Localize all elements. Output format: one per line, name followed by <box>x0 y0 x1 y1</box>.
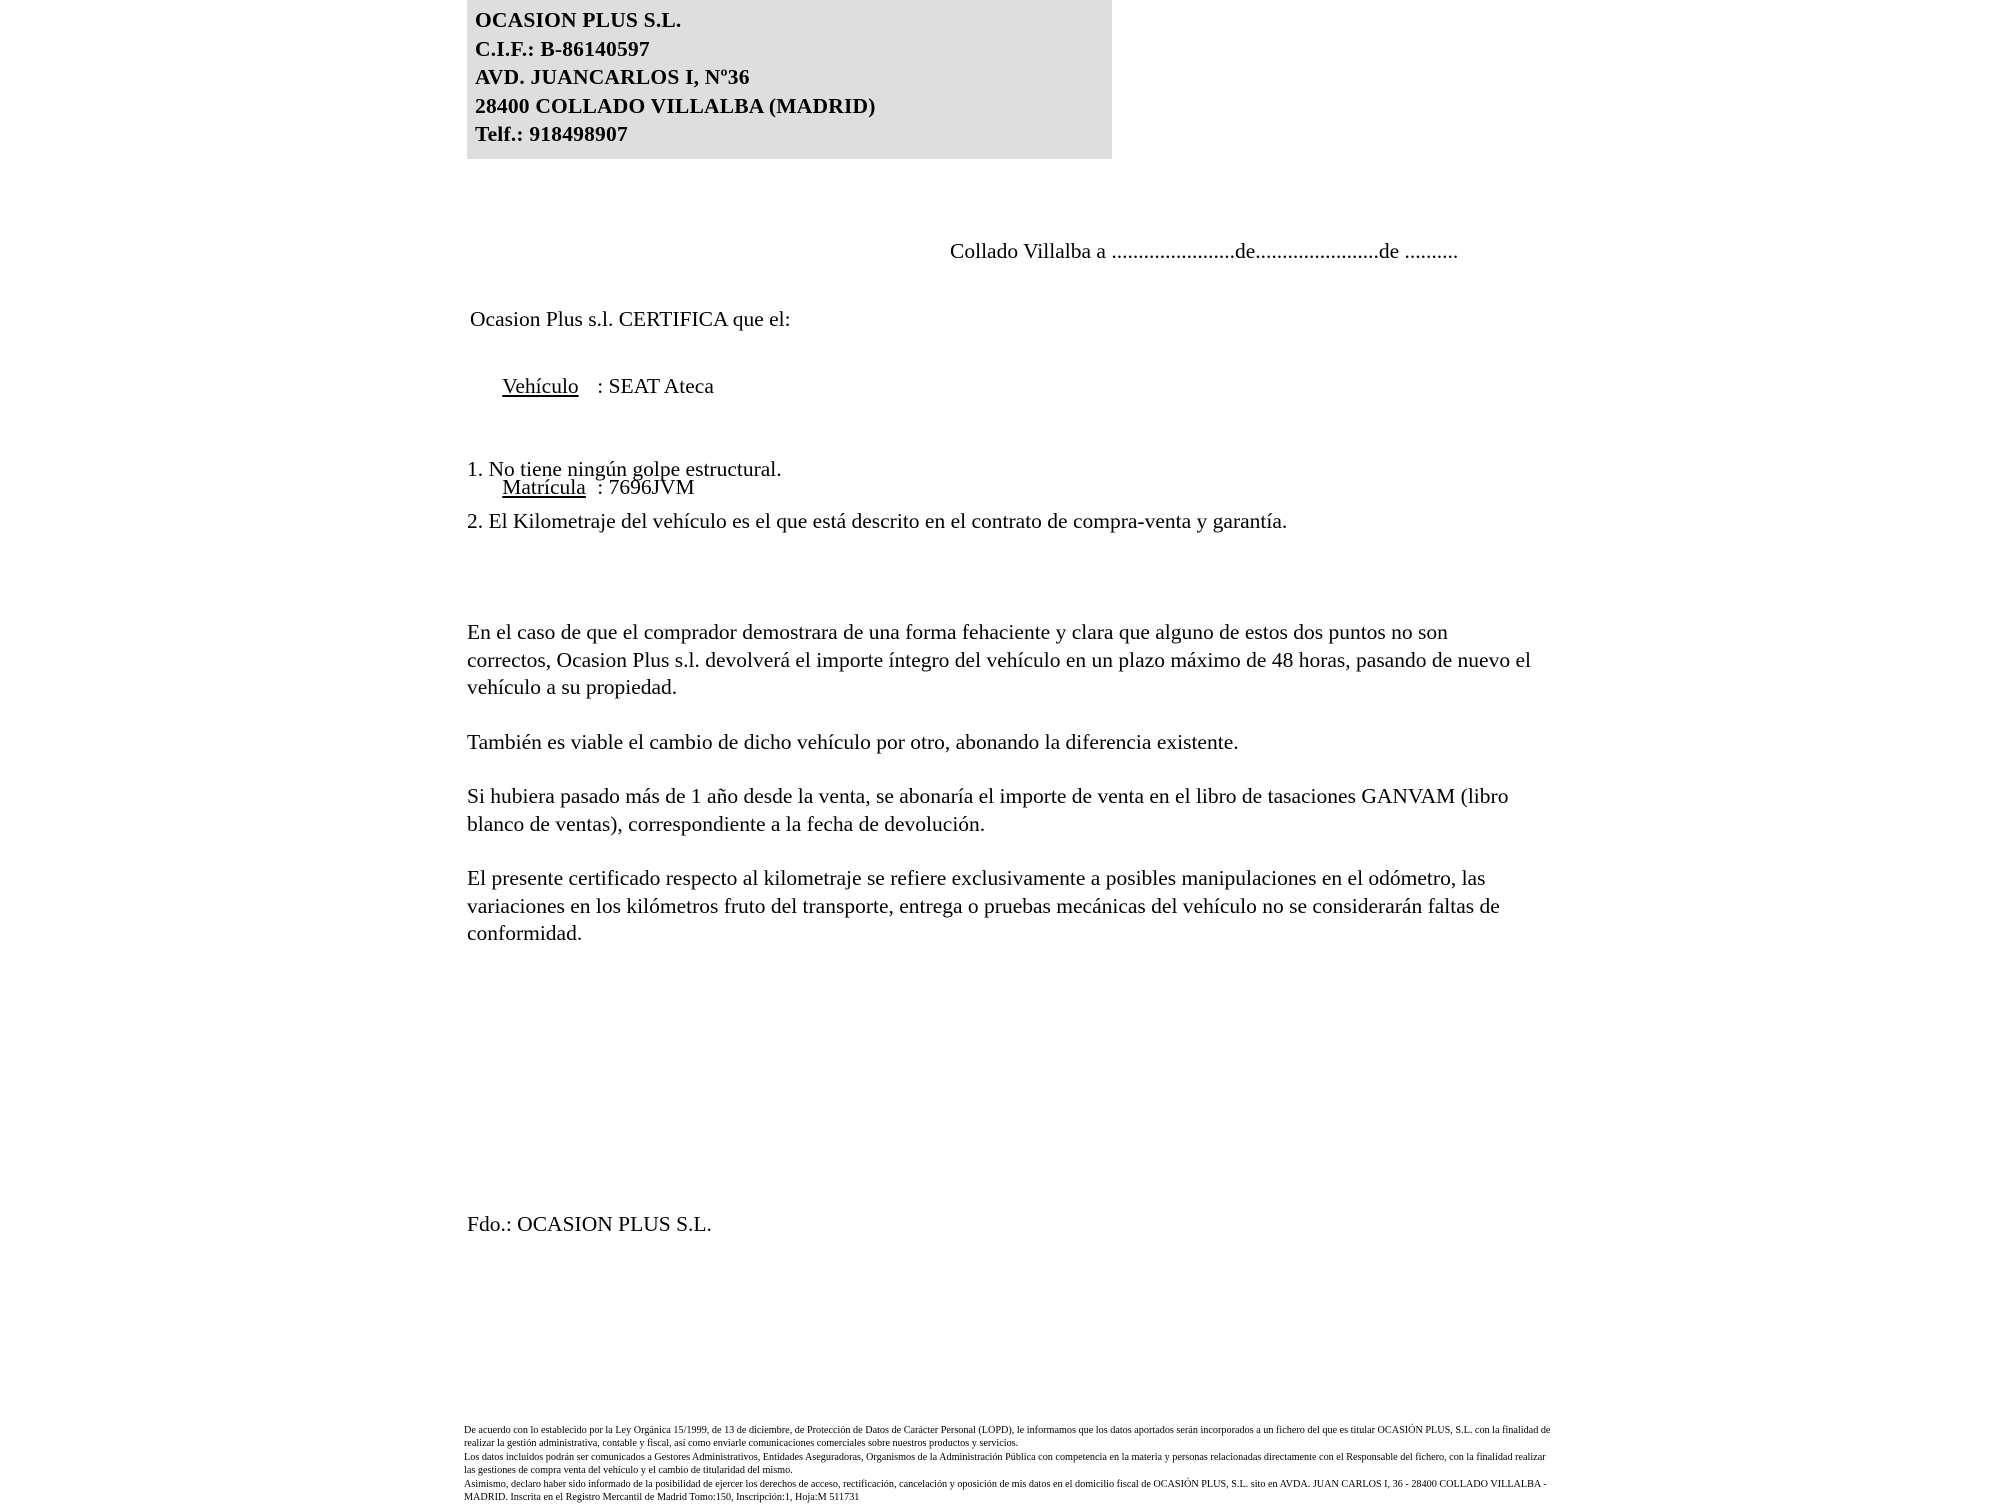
legal-footer <box>464 1425 1554 1507</box>
company-city: 28400 COLLADO VILLALBA (MADRID) <box>475 93 876 118</box>
signature-line: Fdo.: OCASION PLUS S.L. <box>467 1212 712 1236</box>
paragraph: El presente certificado respecto al kilometraje se refiere exclusivamente a posibles manipulaciones en el odómetro, las variaciones en los kilómetros fruto del transporte, entrega o pruebas mecánicas del vehículo no se considerarán faltas de conformidad. <box>467 866 1500 945</box>
letterhead-block <box>467 0 1112 159</box>
vehicle-value: : SEAT Ateca <box>597 374 714 398</box>
plate-value: : 7696JVM <box>597 474 695 499</box>
company-phone: Telf.: 918498907 <box>475 122 628 146</box>
company-cif: C.I.F.: B-86140597 <box>475 36 650 61</box>
point-item: 1. No tiene ningún golpe estructural. <box>467 457 782 481</box>
body-paragraphs <box>467 619 1532 975</box>
legal-paragraph: Los datos incluidos podrán ser comunicados a Gestores Administrativos, Entidades Aseguradoras, Organismos de la Administración Pública con competencia en la materia y personas relacionadas directamente con el Responsable del fichero, con la finalidad realizar las gestiones de compra venta del vehículo y el cambio de titularidad del mismo. <box>464 1452 1546 1476</box>
paragraph: Si hubiera pasado más de 1 año desde la venta, se abonaría el importe de venta en el libro de tasaciones GANVAM (libro blanco de ventas), correspondiente a la fecha de devolución. <box>467 784 1509 836</box>
plate-label: Matrícula <box>502 474 586 499</box>
certification-intro: Ocasion Plus s.l. CERTIFICA que el: <box>470 307 791 331</box>
company-name: OCASION PLUS S.L. <box>475 8 682 32</box>
legal-paragraph: Asimismo, declaro haber sido informado de la posibilidad de ejercer los derechos de acceso, rectificación, cancelación y oposición de mis datos en el domicilio fiscal de OCASIÓN PLUS, S.L. sito en AVDA. JUAN CARLOS I, 36 - 28400 COLLADO VILLALBA - MADRID. Inscrita en el Registro Mercantil de Madrid Tomo:150, Inscripción:1, Hoja:M 511731 <box>464 1479 1547 1503</box>
paragraph: También es viable el cambio de dicho vehículo por otro, abonando la diferencia existente. <box>467 729 1239 754</box>
point-item: 2. El Kilometraje del vehículo es el que está descrito en el contrato de compra-venta y garantía. <box>467 509 1288 533</box>
paragraph: En el caso de que el comprador demostrara de una forma fehaciente y clara que alguno de estos dos puntos no son correctos, Ocasion Plus s.l. devolverá el importe íntegro del vehículo en un plazo máximo de 48 horas, pasando de nuevo el vehículo a su propiedad. <box>467 620 1531 699</box>
company-address: AVD. JUANCARLOS I, Nº36 <box>475 65 750 89</box>
vehicle-label: Vehículo <box>502 374 579 398</box>
date-line: Collado Villalba a .......................de.......................de .......... <box>950 239 1459 263</box>
legal-paragraph: De acuerdo con lo establecido por la Ley Orgánica 15/1999, de 13 de diciembre, de Protección de Datos de Carácter Personal (LOPD), le informamos que los datos aportados serán incorporados a un fichero del que es titular OCASIÓN PLUS, S.L. con la finalidad de realizar la gestión administrativa, contable y fiscal, así como enviarle comunicaciones comerciales sobre nuestros productos y servicios. <box>464 1425 1551 1449</box>
points-list <box>467 456 1667 560</box>
vehicle-row <box>470 337 791 438</box>
